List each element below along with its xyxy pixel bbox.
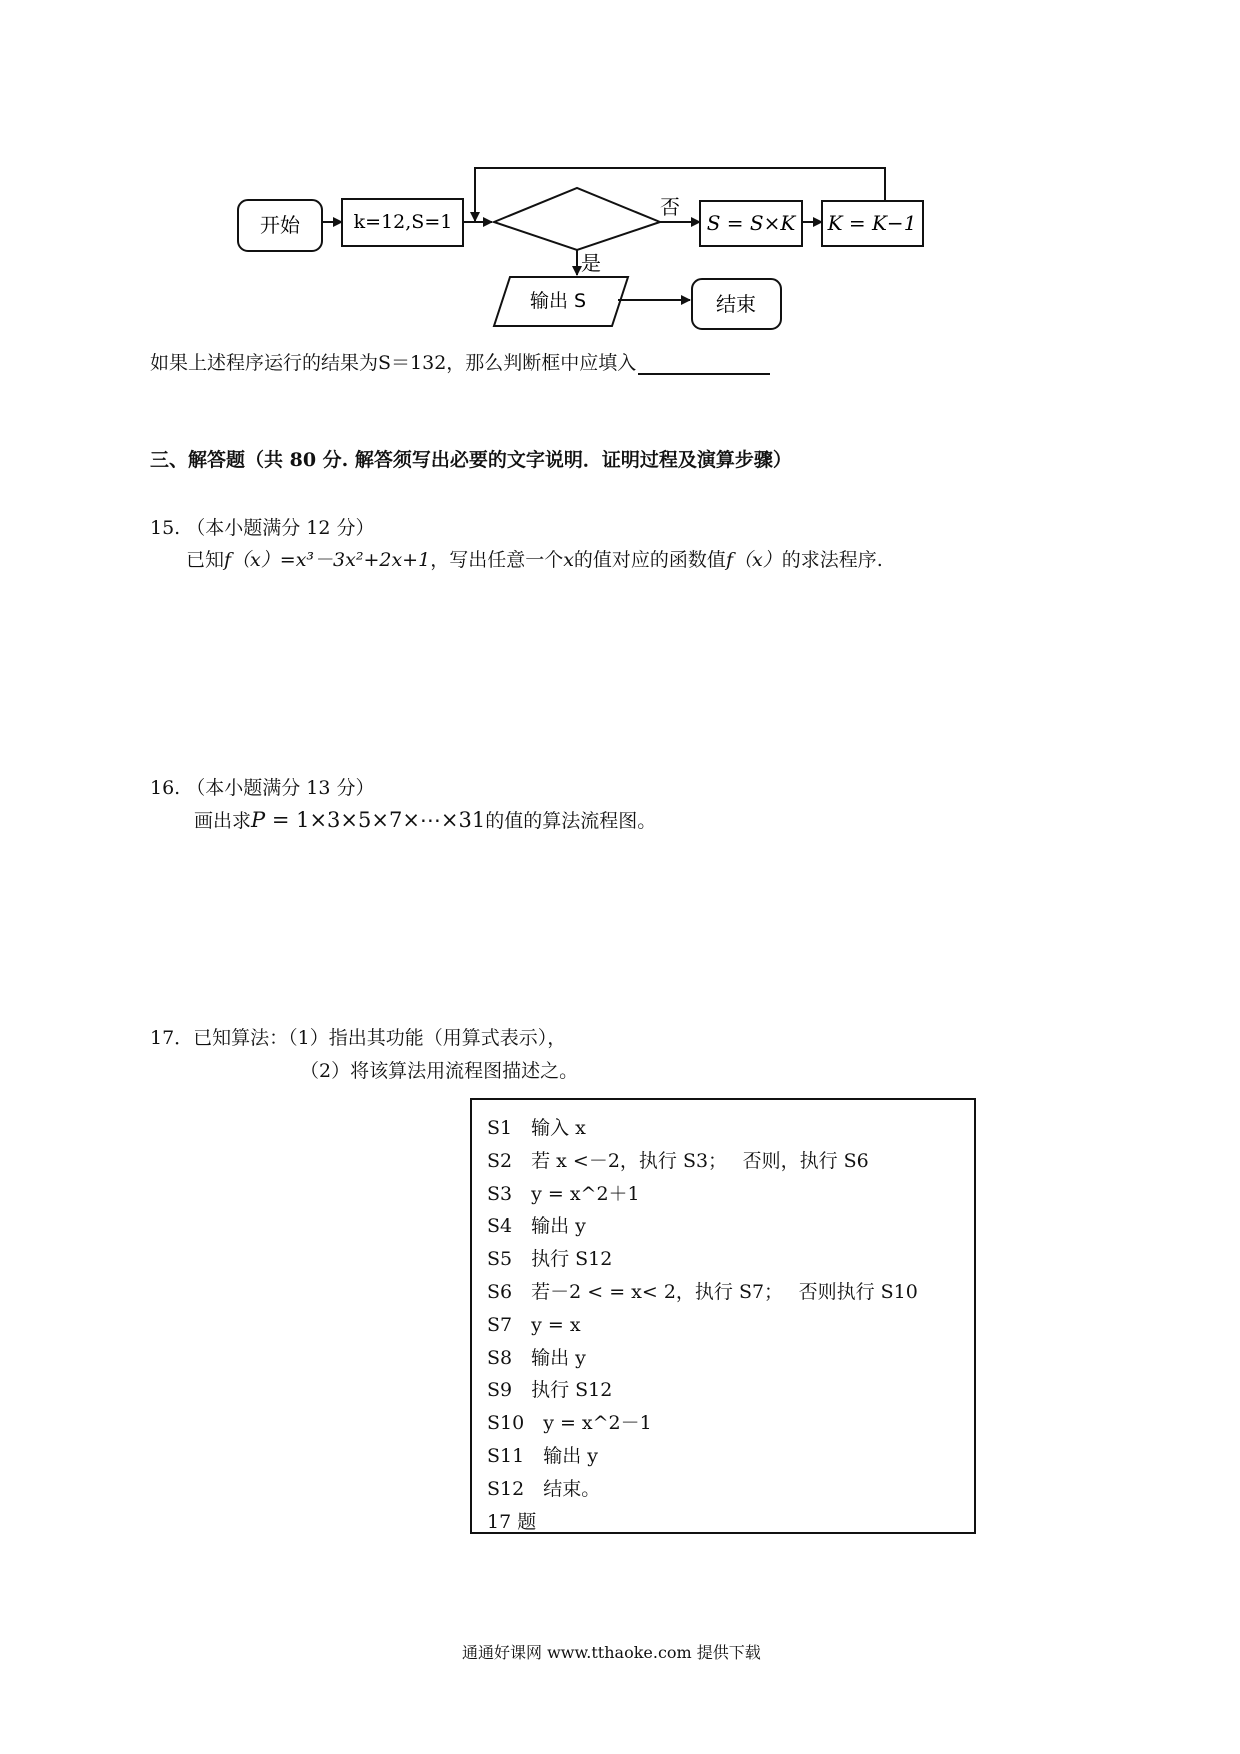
question15-func2: f（x） [725,549,782,571]
algorithm-line: S1 输入 x [487,1117,586,1139]
algorithm-line: S9 执行 S12 [487,1379,613,1402]
algorithm-line: S12 结束。 [487,1477,601,1500]
algorithm-line: S5 执行 S12 [487,1248,613,1271]
question15-body [186,548,883,572]
question15-func: f（x）= [224,549,296,571]
algorithm-line: S3 y = x^2＋1 [487,1182,640,1205]
question15-body-prefix: 已知 [186,549,225,571]
question15-header [150,516,375,540]
end-label: 结束 [716,292,756,316]
algorithm-caption: 17 题 [487,1510,537,1533]
question14-prompt: 如果上述程序运行的结果为S＝132，那么判断框中应填入 [150,352,637,374]
question14-text [150,351,770,375]
loop-back-arrow [475,168,885,221]
algorithm-line: S8 输出 y [487,1346,586,1369]
answer-blank[interactable] [638,353,770,375]
algorithm-line: S7 y = x [487,1313,581,1336]
question15-body-end: 的求法程序. [781,549,883,571]
output-label: 输出 S [529,290,587,312]
init-label: k=12,S=1 [353,211,453,233]
algorithm-line: S10 y = x^2－1 [487,1412,652,1435]
footer-text: 通通好课网 www.tthaoke.com 提供下载 [462,1643,761,1662]
question17-line1: 17．已知算法：（1）指出其功能（用算式表示）， [150,1027,567,1049]
question16-body-prefix: 画出求 [194,810,252,832]
decrement-label: K = K−1 [827,211,917,235]
question15-body-suffix: 的值对应的函数值 [573,549,726,571]
question15-body-mid: ，写出任意一个 [430,549,564,571]
algorithm-box [470,1098,976,1534]
section3-heading: 三、解答题（共 80 分. 解答须写出必要的文字说明．证明过程及演算步骤） [150,449,792,471]
decision-node [494,188,660,250]
question15-var: x [563,549,574,571]
question16-header [150,776,375,800]
question16-number: 16. [150,777,181,799]
flowchart-diagram [0,0,1240,360]
algorithm-line: S11 输出 y [487,1444,598,1467]
start-label: 开始 [260,213,300,237]
question16-points: （本小题满分 13 分） [186,777,375,799]
question15-number: 15. [150,517,181,539]
question17-line2: （2）将该算法用流程图描述之。 [300,1060,579,1082]
question16-var: P [251,808,266,832]
algorithm-line: S4 输出 y [487,1215,586,1238]
question16-body [194,808,656,833]
algorithm-line: S6 若－2 < = x< 2，执行 S7； 否则执行 S10 [487,1280,918,1303]
yes-label: 是 [581,251,601,275]
question15-formula: x³－3x²+2x+1 [295,549,431,571]
question16-formula: = 1×3×5×7×⋯×31 [265,808,486,832]
question15-points: （本小题满分 12 分） [186,517,375,539]
question16-body-end: 的值的算法流程图。 [485,810,657,832]
no-label: 否 [660,195,680,219]
algorithm-line: S2 若 x <－2，执行 S3； 否则，执行 S6 [487,1149,869,1172]
multiply-label: S = S×K [706,211,796,235]
